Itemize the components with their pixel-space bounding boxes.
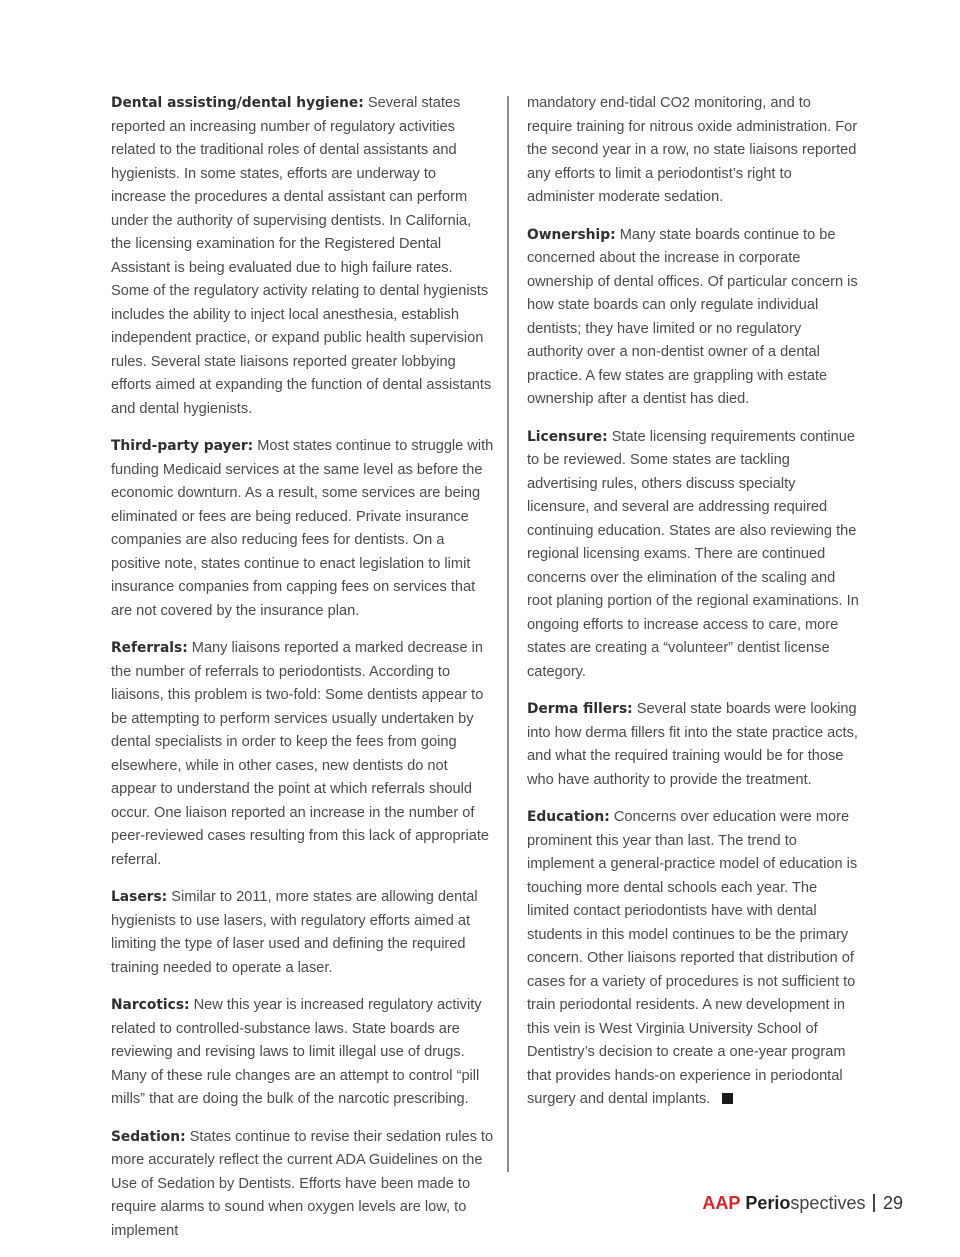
section-referrals [111, 637, 494, 872]
section-body: Concerns over education were more prominent this year than last. The trend to implement a general-practice model of education is touching more dental schools each year. The limited contact periodontists have with dental students in this model continues to be the primary concern. Other liaisons reported that distribution of cases for a variety of procedures is not sufficient to train periodontal residents. A new development in this vein is West Virginia University School of Dentistry’s decision to create a one-year program that provides hands-on experience in periodontal surgery and dental implants. [527, 809, 858, 1107]
column-divider [507, 96, 509, 1172]
footer-publication-bold: Perio [745, 1193, 791, 1213]
page-footer [702, 1190, 903, 1216]
end-of-article-mark [722, 1093, 733, 1104]
section-education [527, 806, 859, 1112]
section-heading: Referrals: [111, 640, 188, 656]
sedation-continuation: mandatory end-tidal CO2 monitoring, and to require training for nitrous oxide administration. For the second year in a row, no state liaisons reported any efforts to limit a periodontist’s right to administer moderate sedation. [527, 95, 858, 205]
section-lasers [111, 886, 494, 980]
section-body: Many liaisons reported a marked decrease in the number of referrals to periodontists. According to liaisons, this problem is two-fold: Some dentists appear to be attempting to perform services usually undertaken by dental specialists in order to keep the fees from going elsewhere, while in other cases, new dentists do not appear to understand the point at which referrals should occur. One liaison reported an increase in the number of peer-reviewed cases resulting from this lack of appropriate referral. [111, 640, 489, 868]
section-heading: Education: [527, 809, 610, 825]
section-sedation [111, 1126, 494, 1244]
section-dental-assisting [111, 92, 494, 421]
section-body: Many state boards continue to be concerned about the increase in corporate ownership of dental offices. Of particular concern is how state boards can only regulate individual dentists; they have limited or no regulatory authority over a non-dentist owner of a dental practice. A few states are grappling with estate ownership after a dentist has died. [527, 226, 858, 407]
left-column [111, 92, 494, 1257]
section-body: Similar to 2011, more states are allowing dental hygienists to use lasers, with regulatory efforts aimed at limiting the type of laser used and defining the required training needed to operate a laser. [111, 889, 478, 976]
section-body: State licensing requirements continue to be reviewed. Some states are tackling advertising rules, others discuss specialty licensure, and several are addressing required continuing education. States are also reviewing the regional licensing exams. There are continued concerns over the elimination of the scaling and root planing portion of the regional examinations. In ongoing efforts to increase access to care, more states are creating a “volunteer” dentist license category. [527, 428, 859, 680]
section-body: Most states continue to struggle with funding Medicaid services at the same level as before the economic downturn. As a result, some services are being eliminated or fees are being reduced. Private insurance companies are also reducing fees for dentists. On a positive note, states continue to enact legislation to limit insurance companies from capping fees on services that are not covered by the insurance plan. [111, 438, 494, 619]
section-body: States continue to revise their sedation rules to more accurately reflect the current ADA Guidelines on the Use of Sedation by Dentists. Efforts have been made to require alarms to sound when oxygen levels are low, to implement [111, 1128, 494, 1239]
footer-publication [740, 1193, 865, 1213]
section-derma-fillers [527, 698, 859, 792]
footer-separator [873, 1194, 875, 1212]
section-heading: Third-party payer: [111, 438, 254, 454]
section-heading: Narcotics: [111, 997, 190, 1013]
section-ownership [527, 224, 859, 412]
section-licensure [527, 426, 859, 685]
right-column [527, 92, 859, 1126]
section-third-party-payer [111, 435, 494, 623]
section-body: Several state boards were looking into how derma fillers fit into the state practice acts, and what the required training would be for those who have authority to provide the treatment. [527, 701, 858, 788]
section-heading: Ownership: [527, 226, 616, 243]
section-heading: Lasers: [111, 889, 168, 905]
footer-brand: AAP [702, 1193, 741, 1213]
section-narcotics [111, 994, 494, 1112]
section-heading: Derma fillers: [527, 701, 633, 717]
section-body: New this year is increased regulatory activity related to controlled-substance laws. State boards are reviewing and revising laws to limit illegal use of drugs. Many of these rule changes are an attempt to control “pill mills” that are doing the bulk of the narcotic prescribing. [111, 997, 482, 1107]
section-heading: Dental assisting/dental hygiene: [111, 95, 364, 111]
footer-publication-rest: spectives [790, 1193, 866, 1213]
page-number: 29 [882, 1193, 903, 1213]
section-heading: Sedation: [111, 1128, 186, 1145]
section-heading: Licensure: [527, 428, 608, 445]
section-body: Several states reported an increasing number of regulatory activities related to the traditional roles of dental assistants and hygienists. In some states, efforts are underway to increase the procedures a dental assistant can perform under the authority of supervising dentists. In California, the licensing examination for the Registered Dental Assistant is being evaluated due to high failure rates. Some of the regulatory activity relating to dental hygienists includes the ability to inject local anesthesia, establish independent practice, or expand public health supervision rules. Several state liaisons reported greater lobbying efforts aimed at expanding the function of dental assistants and dental hygienists. [111, 95, 492, 417]
